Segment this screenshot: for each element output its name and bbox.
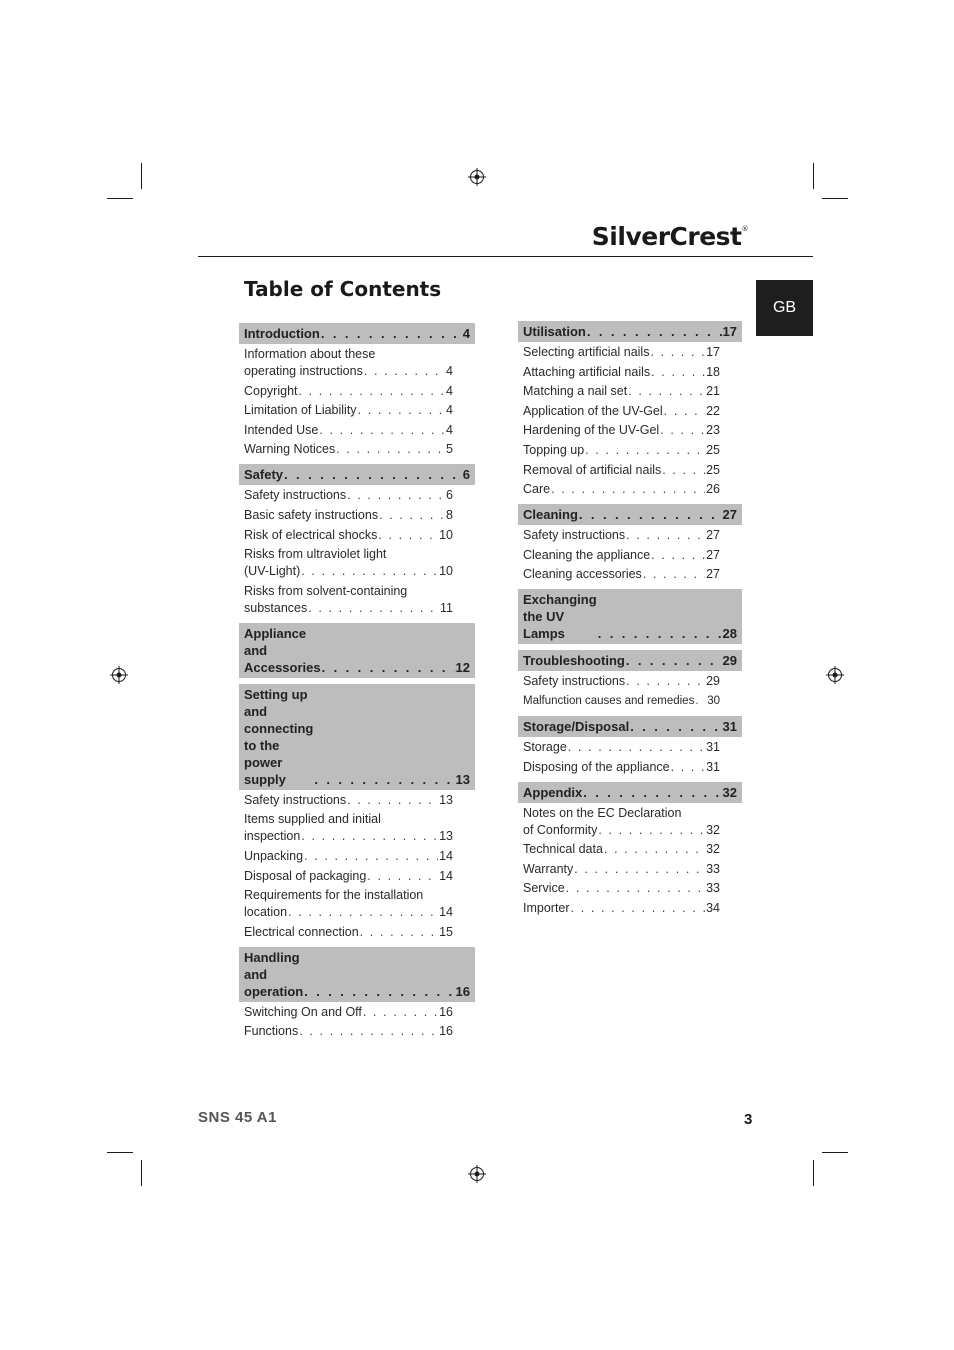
entry-title: Disposal of packaging <box>244 868 367 883</box>
entry-title: Functions <box>244 1024 299 1039</box>
entry-title: Attaching artificial nails <box>523 364 651 379</box>
entry-page-number: 14 <box>439 868 453 883</box>
entry-title: (UV-Light) <box>244 564 301 579</box>
dot-leader <box>301 828 438 845</box>
entry-page-number: 16 <box>439 1004 453 1019</box>
toc-entry[interactable] <box>244 346 453 380</box>
dot-leader <box>379 507 445 524</box>
registered-mark: ® <box>741 225 748 233</box>
toc-entry[interactable] <box>523 880 720 897</box>
dot-leader <box>322 659 455 676</box>
toc-entry-row <box>523 673 720 690</box>
dot-leader <box>587 323 722 340</box>
section-page-number: 31 <box>722 718 737 734</box>
toc-entry-row <box>244 600 453 617</box>
entry-page-number: 32 <box>706 822 720 837</box>
entry-page-number: 14 <box>439 848 453 863</box>
toc-entry-row <box>244 441 453 458</box>
entry-page-number: 4 <box>446 383 453 398</box>
toc-entry[interactable] <box>244 507 453 524</box>
crop-mark <box>813 1160 814 1186</box>
toc-entry[interactable] <box>523 759 720 776</box>
crop-mark <box>822 198 848 199</box>
section-title: Exchanging the UV Lamps <box>523 592 597 642</box>
toc-section <box>518 589 742 644</box>
toc-entry[interactable] <box>523 900 720 917</box>
entry-title: Selecting artificial nails <box>523 345 650 359</box>
dot-leader <box>598 625 722 642</box>
dot-leader <box>571 900 706 917</box>
toc-section <box>239 684 475 941</box>
toc-entry[interactable] <box>523 422 720 439</box>
entry-page-number: 33 <box>706 861 720 876</box>
toc-section-heading[interactable] <box>518 589 742 644</box>
toc-section <box>239 323 475 458</box>
dot-leader <box>643 566 705 583</box>
toc-entry[interactable] <box>244 868 453 885</box>
dot-leader <box>364 363 445 380</box>
toc-entry-row <box>523 403 720 420</box>
entry-page-number: 25 <box>706 442 720 457</box>
section-title: Introduction <box>244 326 320 341</box>
toc-entry-row <box>523 900 720 917</box>
entry-title: Service <box>523 881 565 896</box>
toc-section-heading[interactable] <box>239 623 475 678</box>
toc-section <box>518 504 742 583</box>
toc-entry-row <box>523 547 720 564</box>
toc-entry-row <box>244 828 453 845</box>
toc-entry-row <box>523 527 720 544</box>
toc-entry[interactable] <box>523 739 720 756</box>
toc-entry-row <box>523 822 720 839</box>
dot-leader <box>574 861 705 878</box>
entry-title: Warranty <box>523 861 574 876</box>
section-title: Safety <box>244 467 284 483</box>
toc-entry[interactable] <box>523 462 720 479</box>
entry-title: Unpacking <box>244 848 304 863</box>
toc-entry[interactable] <box>244 383 453 400</box>
dot-leader <box>288 904 438 921</box>
toc-entry-row <box>523 880 720 897</box>
dot-leader <box>360 924 438 941</box>
dot-leader <box>662 462 705 479</box>
dot-leader <box>651 364 705 381</box>
toc-entry-list <box>518 803 742 917</box>
toc-entry[interactable] <box>244 527 453 544</box>
entry-title: of Conformity <box>523 822 598 837</box>
dot-leader <box>551 481 705 498</box>
entry-page-number: 11 <box>440 600 453 615</box>
entry-title-line: Items supplied and initial <box>244 812 381 827</box>
crop-mark <box>107 1152 133 1153</box>
footer-model: SNS 45 A1 <box>198 1109 277 1126</box>
entry-title: Cleaning accessories <box>523 567 642 582</box>
toc-entry[interactable] <box>244 1023 453 1040</box>
entry-title-line: Requirements for the installation <box>244 888 424 903</box>
entry-title: Removal of artificial nails <box>523 462 662 477</box>
entry-title: Hardening of the UV-Gel <box>523 423 660 438</box>
toc-entry[interactable] <box>523 673 720 690</box>
toc-section <box>239 464 475 616</box>
dot-leader <box>308 600 439 617</box>
entry-title: Switching On and Off <box>244 1004 362 1019</box>
entry-title-line: Notes on the EC Declaration <box>523 805 682 820</box>
registration-mark-icon <box>468 168 486 186</box>
dot-leader <box>363 1004 438 1021</box>
dot-leader <box>695 693 706 710</box>
entry-title: operating instructions <box>244 364 363 378</box>
toc-section <box>518 650 742 710</box>
crop-mark <box>822 1152 848 1153</box>
section-page-number: 28 <box>722 626 737 642</box>
entry-title: Safety instructions <box>244 792 347 807</box>
dot-leader <box>626 652 722 669</box>
section-title: Handling and operation <box>244 949 304 999</box>
toc-entry-row <box>244 563 453 580</box>
toc-section <box>239 623 475 678</box>
toc-entry[interactable] <box>523 566 720 583</box>
entry-title: Safety instructions <box>523 674 626 689</box>
entry-title: substances <box>244 600 308 615</box>
brand-logo-part1: Silver <box>591 222 670 251</box>
dot-leader <box>660 422 705 439</box>
entry-title: Copyright <box>244 383 298 398</box>
section-title: Storage/Disposal <box>523 718 630 734</box>
section-page-number: 13 <box>455 771 470 787</box>
dot-leader <box>301 563 438 580</box>
crop-mark <box>813 163 814 189</box>
dot-leader <box>626 527 705 544</box>
dot-leader <box>671 759 705 776</box>
toc-entry-row <box>244 924 453 941</box>
dot-leader <box>579 506 722 523</box>
registration-mark-icon <box>826 666 844 684</box>
toc-entry-row <box>523 364 720 381</box>
entry-title: Basic safety instructions <box>244 507 379 522</box>
entry-title: Limitation of Liability <box>244 403 357 418</box>
entry-page-number: 23 <box>706 423 720 438</box>
toc-entry-row <box>523 693 720 710</box>
toc-entry-row <box>244 487 453 504</box>
footer-page-number: 3 <box>744 1111 753 1128</box>
dot-leader <box>304 983 454 1000</box>
toc-entry[interactable] <box>244 848 453 865</box>
entry-page-number: 4 <box>446 422 453 437</box>
toc-section <box>518 321 742 498</box>
toc-entry[interactable] <box>523 481 720 498</box>
dot-leader <box>664 403 705 420</box>
section-title: Appendix <box>523 784 583 800</box>
entry-title: location <box>244 905 288 920</box>
toc-section <box>239 947 475 1041</box>
toc-entry[interactable] <box>244 487 453 504</box>
toc-entry[interactable] <box>244 792 453 809</box>
toc-entry-row <box>523 861 720 878</box>
dot-leader <box>628 383 705 400</box>
toc-entry-list <box>518 671 742 710</box>
toc-entry-row <box>523 383 720 400</box>
toc-section-heading[interactable] <box>239 684 475 790</box>
entry-title: Intended Use <box>244 422 319 437</box>
toc-entry-row <box>523 841 720 858</box>
toc-entry[interactable] <box>523 547 720 564</box>
toc-entry-row <box>244 848 453 865</box>
toc-entry[interactable] <box>523 403 720 420</box>
dot-leader <box>347 487 445 504</box>
toc-section-heading[interactable] <box>518 782 742 803</box>
toc-entry-list <box>239 790 475 941</box>
toc-entry[interactable] <box>523 383 720 400</box>
toc-entry-row <box>523 759 720 776</box>
entry-title: Care <box>523 482 551 497</box>
toc-entry-row <box>244 868 453 885</box>
entry-page-number: 31 <box>706 759 720 774</box>
language-tab: GB <box>756 280 813 336</box>
entry-page-number: 10 <box>439 527 453 542</box>
entry-page-number: 33 <box>706 881 720 896</box>
dot-leader <box>566 880 705 897</box>
entry-title: Disposing of the appliance <box>523 759 670 774</box>
entry-title: Importer <box>523 900 570 915</box>
entry-page-number: 18 <box>706 364 720 379</box>
toc-entry-row <box>523 739 720 756</box>
toc-section <box>518 782 742 917</box>
dot-leader <box>314 771 454 788</box>
entry-page-number: 13 <box>439 792 453 807</box>
entry-title-line: Risks from ultraviolet light <box>244 547 387 562</box>
section-page-number: 6 <box>462 467 470 483</box>
toc-entry[interactable] <box>244 402 453 419</box>
dot-leader <box>568 739 705 756</box>
toc-section-heading[interactable] <box>239 323 475 344</box>
section-page-number: 16 <box>455 983 470 999</box>
crop-mark <box>141 1160 142 1186</box>
section-title: Utilisation <box>523 324 586 339</box>
toc-entry-row <box>244 792 453 809</box>
entry-title: Technical data <box>523 842 603 857</box>
dot-leader <box>583 784 721 801</box>
entry-page-number: 25 <box>706 462 720 477</box>
toc-entry[interactable] <box>244 811 453 845</box>
dot-leader <box>336 441 445 458</box>
toc-entry[interactable] <box>244 924 453 941</box>
entry-page-number: 4 <box>446 364 453 378</box>
dot-leader <box>299 383 446 400</box>
section-title: Troubleshooting <box>523 653 625 669</box>
toc-section-heading[interactable] <box>239 464 475 485</box>
entry-page-number: 17 <box>706 345 720 359</box>
toc-entry-row <box>244 383 453 400</box>
toc-section-heading[interactable] <box>518 716 742 737</box>
toc-entry[interactable] <box>244 422 453 439</box>
dot-leader <box>630 718 721 735</box>
entry-page-number: 4 <box>446 403 453 418</box>
toc-entry-row <box>523 422 720 439</box>
entry-page-number: 21 <box>706 384 720 399</box>
dot-leader <box>598 822 705 839</box>
dot-leader <box>319 422 445 439</box>
section-page-number: 32 <box>722 784 737 800</box>
toc-entry-row <box>244 527 453 544</box>
toc-entry[interactable] <box>523 805 720 839</box>
toc-section <box>518 716 742 776</box>
registration-mark-icon <box>110 666 128 684</box>
toc-entry-row <box>244 507 453 524</box>
toc-entry[interactable] <box>244 583 453 617</box>
entry-title: Safety instructions <box>244 488 347 503</box>
toc-entry-row <box>523 442 720 459</box>
entry-title: Storage <box>523 739 567 754</box>
section-page-number: 27 <box>722 507 737 523</box>
header-rule <box>198 256 813 257</box>
entry-page-number: 27 <box>706 567 720 582</box>
section-page-number: 29 <box>722 653 737 669</box>
toc-entry[interactable] <box>244 887 453 921</box>
toc-entry[interactable] <box>244 441 453 458</box>
toc-entry[interactable] <box>523 693 720 710</box>
dot-leader <box>358 402 445 419</box>
dot-leader <box>585 442 705 459</box>
toc-section-heading[interactable] <box>518 650 742 671</box>
toc-right-column <box>518 321 742 923</box>
toc-entry-row <box>244 422 453 439</box>
entry-title: Application of the UV-Gel <box>523 403 663 418</box>
entry-page-number: 6 <box>446 488 453 503</box>
toc-entry[interactable] <box>244 1004 453 1021</box>
section-page-number: 4 <box>462 326 470 341</box>
dot-leader <box>321 325 462 342</box>
crop-mark <box>141 163 142 189</box>
dot-leader <box>650 344 705 361</box>
entry-page-number: 5 <box>446 442 453 457</box>
toc-entry[interactable] <box>244 546 453 580</box>
toc-entry-row <box>244 1023 453 1040</box>
toc-entry-row <box>244 402 453 419</box>
toc-entry-list <box>518 525 742 583</box>
toc-entry-row <box>523 344 720 361</box>
toc-entry-row <box>523 481 720 498</box>
section-page-number: 17 <box>722 324 737 339</box>
entry-title-line: Information about these <box>244 347 376 361</box>
entry-title: Matching a nail set <box>523 384 628 399</box>
toc-entry[interactable] <box>523 861 720 878</box>
section-title: Appliance and Accessories <box>244 625 321 675</box>
toc-section-heading[interactable] <box>239 947 475 1002</box>
toc-entry[interactable] <box>523 364 720 381</box>
entry-page-number: 30 <box>707 694 720 707</box>
entry-title: Electrical connection <box>244 924 359 939</box>
section-title: Cleaning <box>523 507 578 523</box>
entry-page-number: 27 <box>706 547 720 562</box>
entry-page-number: 22 <box>706 403 720 418</box>
toc-entry-row <box>523 566 720 583</box>
entry-page-number: 13 <box>439 829 453 844</box>
toc-entry[interactable] <box>523 527 720 544</box>
dot-leader <box>378 527 438 544</box>
entry-title: inspection <box>244 829 301 844</box>
toc-entry[interactable] <box>523 442 720 459</box>
entry-page-number: 34 <box>706 900 720 915</box>
entry-title: Warning Notices <box>244 442 336 457</box>
entry-title: Malfunction causes and remedies <box>523 694 695 707</box>
entry-title: Safety instructions <box>523 528 626 543</box>
crop-mark <box>107 198 133 199</box>
entry-page-number: 32 <box>706 842 720 857</box>
dot-leader <box>347 792 438 809</box>
entry-title: Topping up <box>523 442 585 457</box>
section-page-number: 12 <box>455 659 470 675</box>
toc-entry-row <box>244 904 453 921</box>
entry-title: Cleaning the appliance <box>523 547 651 562</box>
entry-page-number: 26 <box>706 482 720 497</box>
page-title: Table of Contents <box>244 277 442 301</box>
brand-logo <box>592 222 748 251</box>
dot-leader <box>604 841 705 858</box>
section-title: Setting up and connecting to the power supply <box>244 686 314 787</box>
entry-page-number: 27 <box>706 528 720 543</box>
dot-leader <box>284 466 462 483</box>
toc-entry-list <box>518 342 742 498</box>
toc-entry-row <box>523 462 720 479</box>
dot-leader <box>304 848 438 865</box>
toc-entry-row <box>244 1004 453 1021</box>
dot-leader <box>626 673 705 690</box>
entry-page-number: 16 <box>439 1024 453 1039</box>
toc-entry-list <box>518 737 742 776</box>
entry-page-number: 14 <box>439 905 453 920</box>
brand-logo-part2: Crest <box>669 222 742 251</box>
toc-left-column <box>239 323 475 1046</box>
toc-entry-list <box>239 1002 475 1041</box>
dot-leader <box>651 547 705 564</box>
toc-section-heading[interactable] <box>518 504 742 525</box>
entry-title: Risk of electrical shocks <box>244 527 378 542</box>
dot-leader <box>367 868 438 885</box>
toc-entry-list <box>239 344 475 458</box>
toc-entry-list <box>239 485 475 616</box>
registration-mark-icon <box>468 1165 486 1183</box>
entry-page-number: 31 <box>706 739 720 754</box>
toc-entry[interactable] <box>523 344 720 361</box>
entry-page-number: 10 <box>439 564 453 579</box>
entry-page-number: 15 <box>439 924 453 939</box>
toc-section-heading[interactable] <box>518 321 742 342</box>
entry-title-line: Risks from solvent-containing <box>244 583 408 598</box>
toc-entry[interactable] <box>523 841 720 858</box>
toc-entry-row <box>244 363 453 380</box>
dot-leader <box>299 1023 438 1040</box>
entry-page-number: 8 <box>446 507 453 522</box>
entry-page-number: 29 <box>706 674 720 689</box>
